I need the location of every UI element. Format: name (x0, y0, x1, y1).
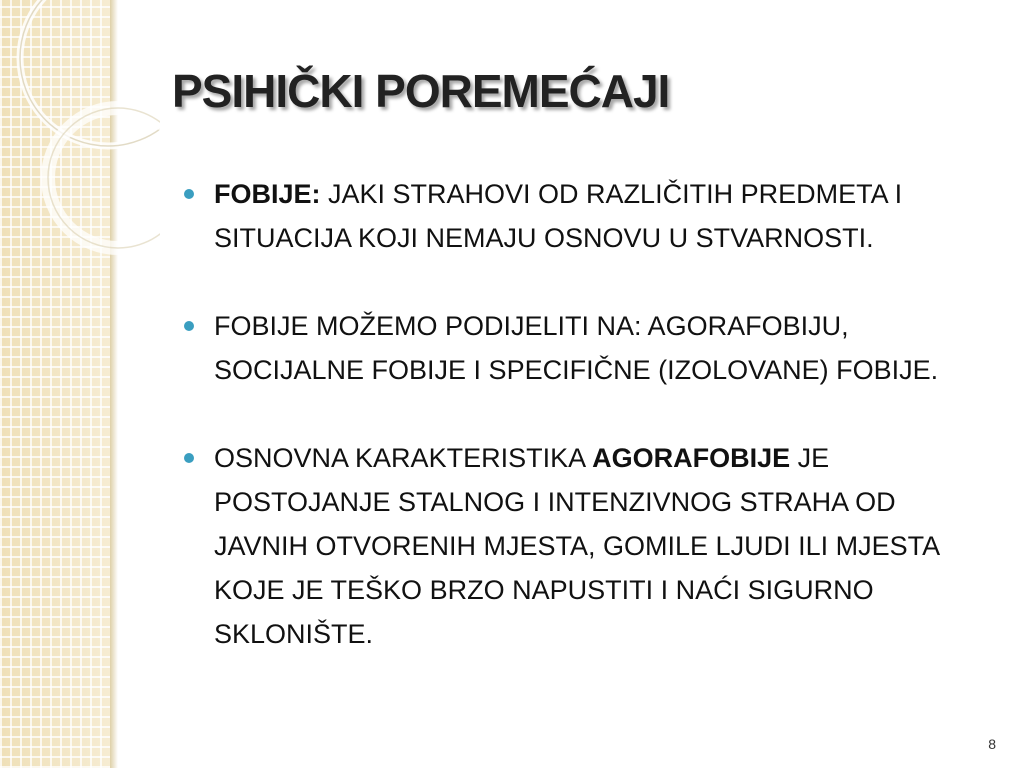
bullet-text: JAKI STRAHOVI OD RAZLIČITIH PREDMETA I SITUACIJA KOJI NEMAJU OSNOVU U STVARNOSTI. (214, 179, 903, 253)
bullet-dot-icon (184, 321, 194, 331)
slide-title: PSIHIČKI POREMEĆAJI (172, 65, 670, 117)
bullet-item-agorafobija (178, 436, 988, 656)
decorative-rings (0, 0, 160, 260)
bullet-text-before: OSNOVNA KARAKTERISTIKA (214, 443, 593, 473)
bullet-item-fobije (178, 172, 988, 260)
bullet-dot-icon (184, 189, 194, 199)
bullet-bold-lead: FOBIJE: (214, 179, 321, 209)
bullet-dot-icon (184, 453, 194, 463)
bullet-item-podjela (178, 304, 988, 392)
bullet-bold-term: AGORAFOBIJE (592, 443, 791, 473)
bullet-text-after: JE POSTOJANJE STALNOG I INTENZIVNOG STRAHA OD JAVNIH OTVORENIH MJESTA, GOMILE LJUDI ILI MJESTA KOJE JE TEŠKO BRZO NAPUSTITI I NAĆI SIGURNO SKLONIŠTE. (214, 443, 939, 649)
page-number: 8 (988, 736, 996, 752)
bullet-list (178, 172, 988, 656)
bullet-text: FOBIJE MOŽEMO PODIJELITI NA: AGORAFOBIJU, SOCIJALNE FOBIJE I SPECIFIČNE (IZOLOVANE) FOBIJE. (214, 311, 939, 385)
